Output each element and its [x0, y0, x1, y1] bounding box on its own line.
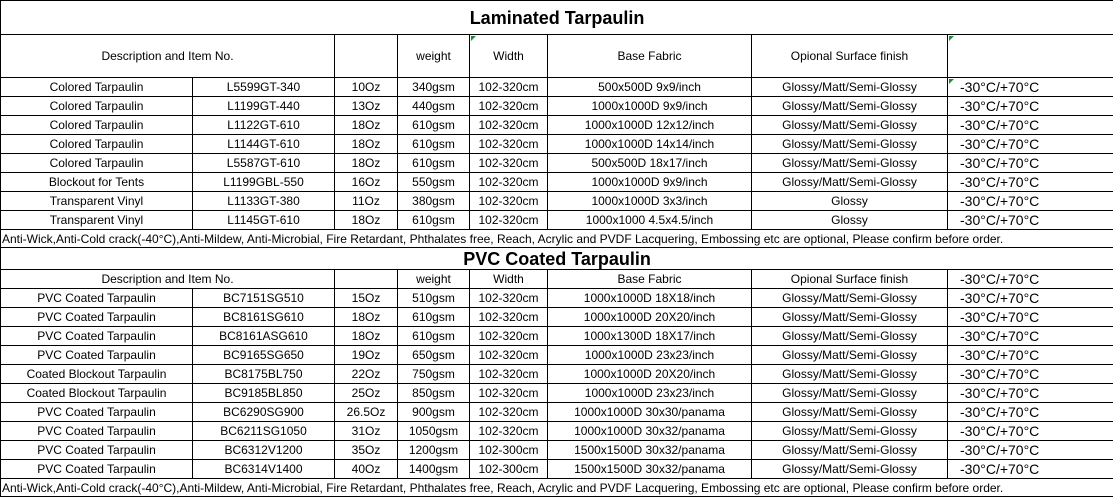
note-text: Anti-Wick,Anti-Cold crack(-40°C),Anti-Mildew, Anti-Microbial, Fire Retardant, Phthalates free, Reach, Acrylic and PVDF Lacquering, Embossing etc are optional, Please confirm before order.	[1, 479, 1113, 497]
oz-cell: 25Oz	[335, 384, 398, 403]
description-cell: Colored Tarpaulin	[1, 78, 193, 97]
temperature-cell: -30°C/+70°C	[948, 327, 1113, 346]
oz-cell: 40Oz	[335, 460, 398, 479]
oz-cell: 35Oz	[335, 441, 398, 460]
surface-finish-cell: Glossy/Matt/Semi-Glossy	[752, 289, 948, 308]
header-weight: weight	[398, 270, 470, 289]
gsm-cell: 510gsm	[398, 289, 470, 308]
temperature-cell: -30°C/+70°C	[948, 346, 1113, 365]
gsm-cell: 650gsm	[398, 346, 470, 365]
table-row	[1, 289, 1113, 308]
surface-finish-cell: Glossy/Matt/Semi-Glossy	[752, 116, 948, 135]
item-no-cell: BC6314V1400	[193, 460, 335, 479]
note-text: Anti-Wick,Anti-Cold crack(-40°C),Anti-Mildew, Anti-Microbial, Fire Retardant, Phthalates free, Reach, Acrylic and PVDF Lacquering, Embossing etc are optional, Please confirm before order.	[1, 230, 1113, 248]
oz-cell: 11Oz	[335, 192, 398, 211]
description-cell: Colored Tarpaulin	[1, 97, 193, 116]
gsm-cell: 850gsm	[398, 384, 470, 403]
gsm-cell: 1400gsm	[398, 460, 470, 479]
temperature-cell: -30°C/+70°C	[948, 289, 1113, 308]
width-cell: 102-320cm	[470, 211, 548, 230]
base-fabric-cell: 1000x1000D 20X20/inch	[548, 365, 752, 384]
header-oz	[335, 35, 398, 78]
temperature-cell: -30°C/+70°C	[948, 154, 1113, 173]
header-width: Width	[470, 270, 548, 289]
laminated-header-row	[1, 35, 1113, 78]
width-cell: 102-320cm	[470, 116, 548, 135]
pvc-title: PVC Coated Tarpaulin	[1, 248, 1113, 270]
header-width: Width	[470, 35, 548, 78]
item-no-cell: BC6211SG1050	[193, 422, 335, 441]
base-fabric-cell: 1000x1000 4.5x4.5/inch	[548, 211, 752, 230]
table-row	[1, 422, 1113, 441]
width-cell: 102-320cm	[470, 154, 548, 173]
header-surface-finish: Opional Surface finish	[752, 35, 948, 78]
oz-cell: 19Oz	[335, 346, 398, 365]
item-no-cell: BC9165SG650	[193, 346, 335, 365]
table-row	[1, 154, 1113, 173]
oz-cell: 13Oz	[335, 97, 398, 116]
description-cell: PVC Coated Tarpaulin	[1, 327, 193, 346]
width-cell: 102-320cm	[470, 78, 548, 97]
table-row	[1, 173, 1113, 192]
oz-cell: 15Oz	[335, 289, 398, 308]
gsm-cell: 610gsm	[398, 135, 470, 154]
description-cell: PVC Coated Tarpaulin	[1, 289, 193, 308]
surface-finish-cell: Glossy/Matt/Semi-Glossy	[752, 422, 948, 441]
surface-finish-cell: Glossy/Matt/Semi-Glossy	[752, 135, 948, 154]
gsm-cell: 610gsm	[398, 154, 470, 173]
description-cell: PVC Coated Tarpaulin	[1, 308, 193, 327]
gsm-cell: 610gsm	[398, 327, 470, 346]
base-fabric-cell: 500x500D 18x17/inch	[548, 154, 752, 173]
temperature-cell: -30°C/+70°C	[948, 365, 1113, 384]
base-fabric-cell: 1000x1300D 18X17/inch	[548, 327, 752, 346]
item-no-cell: BC7151SG510	[193, 289, 335, 308]
surface-finish-cell: Glossy	[752, 211, 948, 230]
description-cell: PVC Coated Tarpaulin	[1, 346, 193, 365]
temperature-cell: -30°C/+70°C	[948, 403, 1113, 422]
oz-cell: 18Oz	[335, 211, 398, 230]
base-fabric-cell: 1000x1000D 30x32/panama	[548, 422, 752, 441]
oz-cell: 16Oz	[335, 173, 398, 192]
width-cell: 102-300cm	[470, 460, 548, 479]
item-no-cell: BC8161ASG610	[193, 327, 335, 346]
table-row	[1, 403, 1113, 422]
laminated-title: Laminated Tarpaulin	[1, 1, 1113, 35]
surface-finish-cell: Glossy/Matt/Semi-Glossy	[752, 460, 948, 479]
base-fabric-cell: 1000x1000D 3x3/inch	[548, 192, 752, 211]
temperature-cell: -30°C/+70°C	[948, 308, 1113, 327]
base-fabric-cell: 1000x1000D 14x14/inch	[548, 135, 752, 154]
gsm-cell: 610gsm	[398, 211, 470, 230]
width-cell: 102-320cm	[470, 97, 548, 116]
temperature-cell: -30°C/+70°C	[948, 384, 1113, 403]
width-cell: 102-320cm	[470, 308, 548, 327]
item-no-cell: BC8175BL750	[193, 365, 335, 384]
table-row	[1, 211, 1113, 230]
surface-finish-cell: Glossy/Matt/Semi-Glossy	[752, 173, 948, 192]
base-fabric-cell: 1000x1000D 18X18/inch	[548, 289, 752, 308]
description-cell: PVC Coated Tarpaulin	[1, 441, 193, 460]
table-row	[1, 346, 1113, 365]
oz-cell: 31Oz	[335, 422, 398, 441]
header-weight: weight	[398, 35, 470, 78]
oz-cell: 26.5Oz	[335, 403, 398, 422]
description-cell: Transparent Vinyl	[1, 211, 193, 230]
header-temp: -30°C/+70°C	[948, 270, 1113, 289]
temperature-cell: -30°C/+70°C	[948, 192, 1113, 211]
table-row	[1, 78, 1113, 97]
temperature-cell: -30°C/+70°C	[948, 422, 1113, 441]
oz-cell: 18Oz	[335, 116, 398, 135]
surface-finish-cell: Glossy/Matt/Semi-Glossy	[752, 78, 948, 97]
width-cell: 102-320cm	[470, 365, 548, 384]
oz-cell: 18Oz	[335, 308, 398, 327]
header-base-fabric: Base Fabric	[548, 35, 752, 78]
header-surface-finish: Opional Surface finish	[752, 270, 948, 289]
gsm-cell: 550gsm	[398, 173, 470, 192]
table-row	[1, 116, 1113, 135]
header-description: Description and Item No.	[1, 35, 335, 78]
description-cell: Colored Tarpaulin	[1, 135, 193, 154]
temperature-cell: -30°C/+70°C	[948, 135, 1113, 154]
pvc-header-row	[1, 270, 1113, 289]
surface-finish-cell: Glossy/Matt/Semi-Glossy	[752, 308, 948, 327]
surface-finish-cell: Glossy/Matt/Semi-Glossy	[752, 97, 948, 116]
table-row	[1, 384, 1113, 403]
description-cell: Coated Blockout Tarpaulin	[1, 365, 193, 384]
base-fabric-cell: 1000x1000D 30x30/panama	[548, 403, 752, 422]
base-fabric-cell: 1500x1500D 30x32/panama	[548, 441, 752, 460]
note-row	[1, 479, 1113, 497]
oz-cell: 22Oz	[335, 365, 398, 384]
gsm-cell: 1050gsm	[398, 422, 470, 441]
gsm-cell: 340gsm	[398, 78, 470, 97]
width-cell: 102-320cm	[470, 384, 548, 403]
oz-cell: 10Oz	[335, 78, 398, 97]
base-fabric-cell: 1000x1000D 20X20/inch	[548, 308, 752, 327]
description-cell: PVC Coated Tarpaulin	[1, 422, 193, 441]
header-temp	[948, 35, 1113, 78]
description-cell: PVC Coated Tarpaulin	[1, 403, 193, 422]
base-fabric-cell: 1000x1000D 23x23/inch	[548, 384, 752, 403]
description-cell: Colored Tarpaulin	[1, 116, 193, 135]
description-cell: Colored Tarpaulin	[1, 154, 193, 173]
table-row	[1, 365, 1113, 384]
temperature-cell: -30°C/+70°C	[948, 460, 1113, 479]
width-cell: 102-320cm	[470, 403, 548, 422]
temperature-cell: -30°C/+70°C	[948, 441, 1113, 460]
description-cell: Transparent Vinyl	[1, 192, 193, 211]
header-base-fabric: Base Fabric	[548, 270, 752, 289]
table-row	[1, 97, 1113, 116]
gsm-cell: 610gsm	[398, 116, 470, 135]
note-row	[1, 230, 1113, 248]
temperature-cell: -30°C/+70°C	[948, 97, 1113, 116]
comment-marker-icon	[471, 36, 476, 41]
item-no-cell: L1199GBL-550	[193, 173, 335, 192]
base-fabric-cell: 500x500D 9x9/inch	[548, 78, 752, 97]
header-description: Description and Item No.	[1, 270, 335, 289]
width-cell: 102-320cm	[470, 173, 548, 192]
table-row	[1, 327, 1113, 346]
gsm-cell: 440gsm	[398, 97, 470, 116]
gsm-cell: 900gsm	[398, 403, 470, 422]
base-fabric-cell: 1500x1500D 30x32/panama	[548, 460, 752, 479]
oz-cell: 18Oz	[335, 154, 398, 173]
item-no-cell: BC8161SG610	[193, 308, 335, 327]
oz-cell: 18Oz	[335, 327, 398, 346]
item-no-cell: BC6312V1200	[193, 441, 335, 460]
item-no-cell: L5587GT-610	[193, 154, 335, 173]
temperature-cell: -30°C/+70°C	[948, 116, 1113, 135]
width-cell: 102-320cm	[470, 327, 548, 346]
gsm-cell: 750gsm	[398, 365, 470, 384]
gsm-cell: 1200gsm	[398, 441, 470, 460]
item-no-cell: L5599GT-340	[193, 78, 335, 97]
temperature-cell: -30°C/+70°C	[948, 173, 1113, 192]
gsm-cell: 610gsm	[398, 308, 470, 327]
surface-finish-cell: Glossy/Matt/Semi-Glossy	[752, 365, 948, 384]
table-row	[1, 135, 1113, 154]
description-cell: Coated Blockout Tarpaulin	[1, 384, 193, 403]
item-no-cell: BC9185BL850	[193, 384, 335, 403]
pvc-title-row	[1, 248, 1113, 270]
table-row	[1, 308, 1113, 327]
header-oz	[335, 270, 398, 289]
surface-finish-cell: Glossy	[752, 192, 948, 211]
item-no-cell: L1145GT-610	[193, 211, 335, 230]
oz-cell: 18Oz	[335, 135, 398, 154]
surface-finish-cell: Glossy/Matt/Semi-Glossy	[752, 441, 948, 460]
gsm-cell: 380gsm	[398, 192, 470, 211]
temperature-cell: -30°C/+70°C	[948, 78, 1113, 97]
comment-marker-icon	[949, 36, 954, 41]
width-cell: 102-320cm	[470, 135, 548, 154]
base-fabric-cell: 1000x1000D 12x12/inch	[548, 116, 752, 135]
width-cell: 102-320cm	[470, 289, 548, 308]
item-no-cell: L1144GT-610	[193, 135, 335, 154]
table-row	[1, 192, 1113, 211]
width-cell: 102-300cm	[470, 441, 548, 460]
description-cell: PVC Coated Tarpaulin	[1, 460, 193, 479]
width-cell: 102-320cm	[470, 192, 548, 211]
surface-finish-cell: Glossy/Matt/Semi-Glossy	[752, 384, 948, 403]
item-no-cell: BC6290SG900	[193, 403, 335, 422]
width-cell: 102-320cm	[470, 422, 548, 441]
table-row	[1, 441, 1113, 460]
surface-finish-cell: Glossy/Matt/Semi-Glossy	[752, 327, 948, 346]
table-row	[1, 460, 1113, 479]
description-cell: Blockout for Tents	[1, 173, 193, 192]
width-cell: 102-320cm	[470, 346, 548, 365]
temperature-cell: -30°C/+70°C	[948, 211, 1113, 230]
surface-finish-cell: Glossy/Matt/Semi-Glossy	[752, 403, 948, 422]
item-no-cell: L1122GT-610	[193, 116, 335, 135]
base-fabric-cell: 1000x1000D 9x9/inch	[548, 173, 752, 192]
item-no-cell: L1133GT-380	[193, 192, 335, 211]
item-no-cell: L1199GT-440	[193, 97, 335, 116]
base-fabric-cell: 1000x1000D 23x23/inch	[548, 346, 752, 365]
surface-finish-cell: Glossy/Matt/Semi-Glossy	[752, 154, 948, 173]
comment-marker-icon	[949, 79, 954, 84]
base-fabric-cell: 1000x1000D 9x9/inch	[548, 97, 752, 116]
surface-finish-cell: Glossy/Matt/Semi-Glossy	[752, 346, 948, 365]
